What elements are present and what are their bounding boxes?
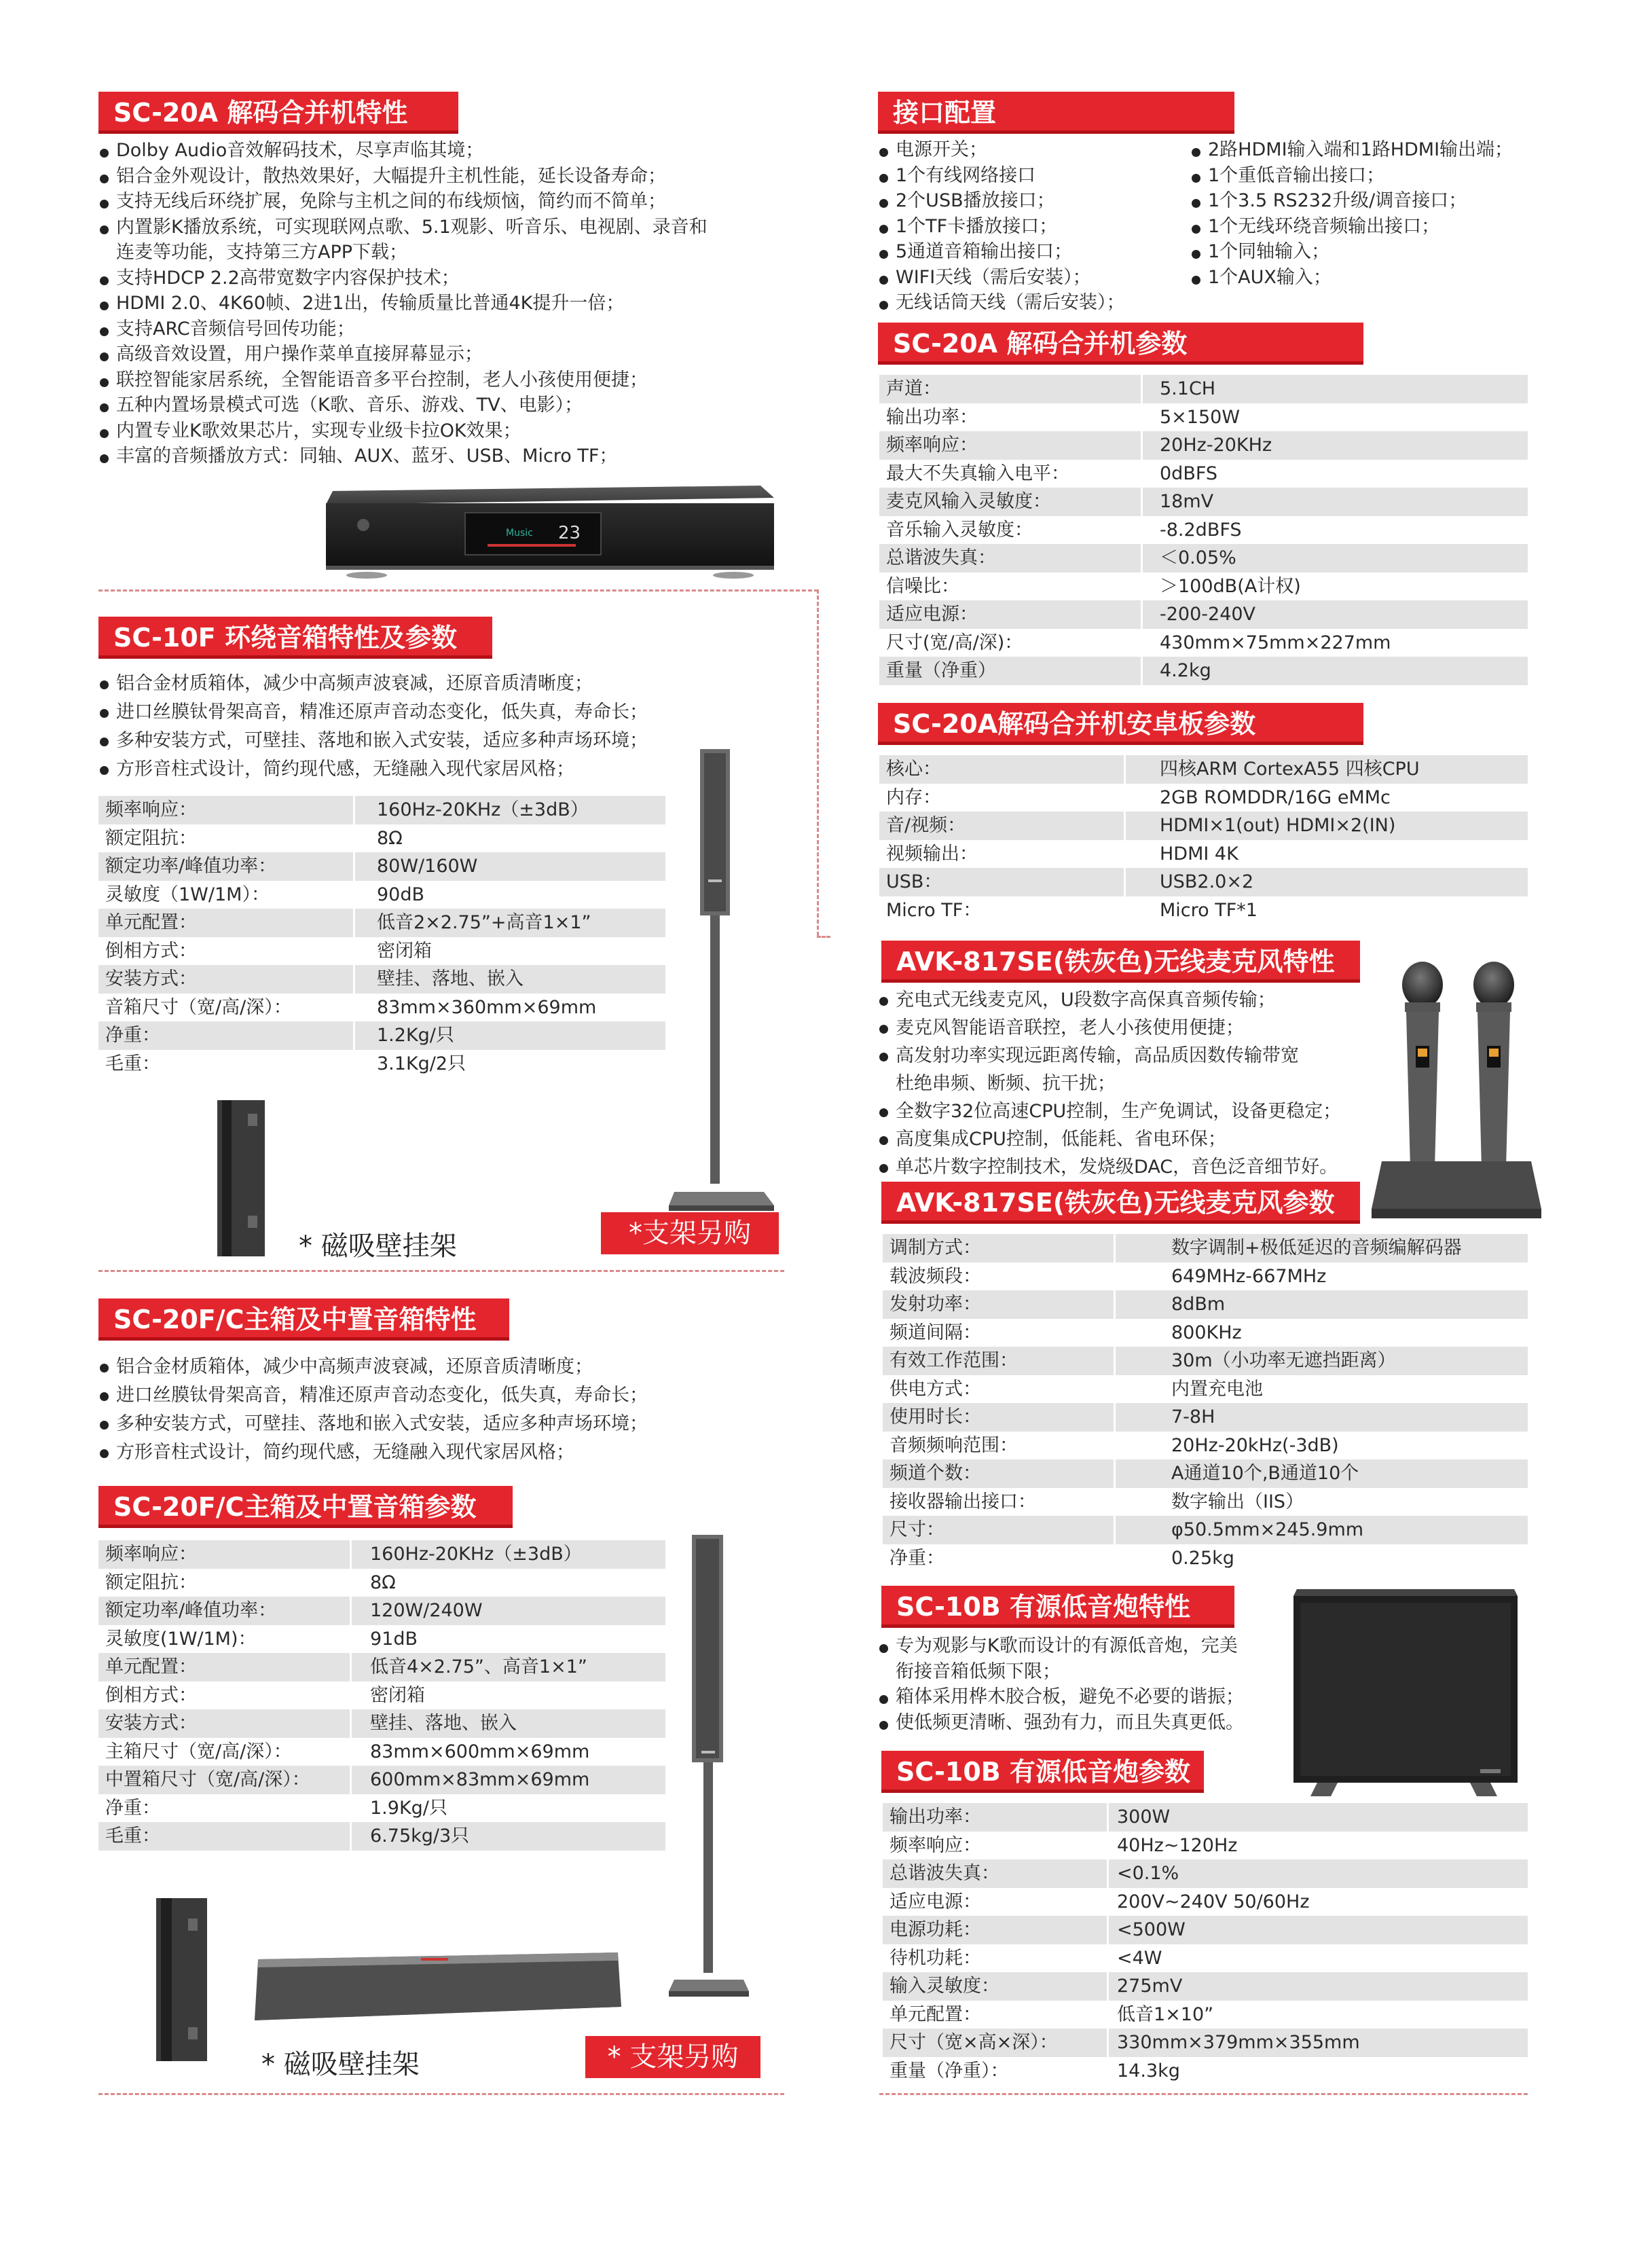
table-row: 安装方式： 壁挂、落地、嵌入 bbox=[98, 965, 665, 994]
sc20a-features-header: SC-20A 解码合并机特性 bbox=[98, 92, 458, 134]
table-row: 总谐波失真： ＜0.05% bbox=[879, 544, 1528, 572]
table-row: 额定功率/峰值功率： 120W/240W bbox=[98, 1597, 665, 1625]
table-row: USB： USB2.0×2 bbox=[879, 868, 1528, 896]
sc20fc-features-header: SC-20F/C主箱及中置音箱特性 bbox=[98, 1298, 509, 1341]
sc10f-wall-bracket-image bbox=[214, 1100, 268, 1256]
list-item: 支持无线后环绕扩展，免除与主机之间的布线烦恼，简约而不简单； bbox=[98, 189, 708, 215]
table-row: 发射功率： 8dBm bbox=[883, 1290, 1528, 1319]
list-item: 高级音效设置，用户操作菜单直接屏幕显示； bbox=[98, 342, 708, 367]
table-row: 视频输出： HDMI 4K bbox=[886, 843, 1238, 865]
sc20a-android-header: SC-20A解码合并机安卓板参数 bbox=[878, 703, 1363, 745]
display-text: Music bbox=[506, 528, 533, 539]
table-row: 灵敏度（1W/1M）： 90dB bbox=[105, 884, 425, 905]
table-row: 接收器输出接口： 数字输出（IIS） bbox=[889, 1491, 1304, 1512]
table-row: 单元配置： 低音4×2.75”、高音1×1” bbox=[98, 1653, 665, 1682]
table-row: 输入灵敏度： 275mV bbox=[883, 1972, 1528, 2001]
list-item: 进口丝膜钛骨架高音，精准还原声音动态变化，低失真，寿命长； bbox=[98, 698, 648, 727]
list-item: 衔接音箱低频下限； bbox=[896, 1660, 1061, 1682]
table-row: 净重： 1.2Kg/只 bbox=[98, 1021, 665, 1050]
avk-features-list bbox=[878, 986, 1341, 1181]
table-row: 单元配置： 低音1×10” bbox=[889, 2003, 1214, 2025]
list-item: 方形音柱式设计，简约现代感，无缝融入现代家居风格； bbox=[98, 755, 648, 784]
table-row: 尺寸（宽×高×深）： 330mm×379mm×355mm bbox=[883, 2029, 1528, 2057]
sc20fc-bracket-caption: * 磁吸壁挂架 bbox=[261, 2049, 420, 2080]
table-row: 安装方式： 壁挂、落地、嵌入 bbox=[98, 1709, 665, 1738]
section-divider bbox=[98, 2093, 784, 2095]
sc20a-spec-table bbox=[879, 375, 1528, 685]
table-row: 频率响应： 160Hz-20KHz（±3dB） bbox=[98, 796, 665, 824]
amplifier-image bbox=[319, 479, 781, 581]
table-row: 有效工作范围： 30m（小功率无遮挡距离） bbox=[883, 1347, 1528, 1375]
list-item: 5通道音箱输出接口； bbox=[878, 239, 1125, 265]
list-item: 铝合金外观设计，散热效果好，大幅提升主机性能，延长设备寿命； bbox=[98, 164, 708, 189]
list-item: 高发射功率实现远距离传输，高品质因数传输带宽 bbox=[878, 1042, 1341, 1070]
table-row: 额定阻抗： 8Ω bbox=[105, 1571, 396, 1593]
list-item: WIFI天线（需后安装）； bbox=[878, 265, 1125, 291]
section-divider bbox=[98, 589, 818, 592]
list-item: 1个有线网络接口 bbox=[878, 163, 1125, 189]
table-row: 频道间隔： 800KHz bbox=[889, 1322, 1242, 1343]
table-row: 适应电源： -200-240V bbox=[879, 600, 1528, 629]
sc20fc-features-list bbox=[98, 1353, 648, 1467]
table-row: 载波频段： 649MHz-667MHz bbox=[889, 1265, 1327, 1287]
list-item: 铝合金材质箱体，减少中高频声波衰减，还原音质清晰度； bbox=[98, 670, 648, 698]
table-row: 重量（净重）： 14.3kg bbox=[889, 2060, 1180, 2082]
section-divider bbox=[98, 1270, 784, 1272]
list-item: 专为观影与K歌而设计的有源低音炮，完美 bbox=[878, 1633, 1244, 1659]
table-row: 尺寸： φ50.5mm×245.9mm bbox=[883, 1516, 1528, 1544]
table-row: 倒相方式： 密闭箱 bbox=[105, 1684, 425, 1706]
sc10b-features-header: SC-10B 有源低音炮特性 bbox=[881, 1586, 1234, 1628]
table-row: 重量（净重） 4.2kg bbox=[879, 657, 1528, 685]
list-item: 多种安装方式，可壁挂、落地和嵌入式安装，适应多种声场环境； bbox=[98, 1410, 648, 1438]
table-row: 频率响应： 160Hz-20KHz（±3dB） bbox=[98, 1540, 665, 1569]
list-item: 内置专业K歌效果芯片，实现专业级卡拉OK效果； bbox=[98, 418, 708, 444]
list-item: 方形音柱式设计，简约现代感，无缝融入现代家居风格； bbox=[98, 1438, 648, 1467]
sc10b-features-list bbox=[878, 1633, 1244, 1735]
list-item: HDMI 2.0、4K60帧、2进1出，传输质量比普通4K提升一倍； bbox=[98, 291, 708, 316]
center-speaker-image bbox=[251, 1946, 625, 2027]
list-item: 1个TF卡播放接口； bbox=[878, 214, 1125, 240]
list-item: 杜绝串频、断频、抗干扰； bbox=[896, 1073, 1116, 1094]
table-row: 供电方式： 内置充电池 bbox=[889, 1378, 1263, 1400]
list-item: 全数字32位高速CPU控制，生产免调试，设备更稳定； bbox=[878, 1097, 1341, 1125]
table-row: 信噪比： ＞100dB(A计权) bbox=[886, 575, 1301, 597]
table-row: 净重： 1.9Kg/只 bbox=[105, 1797, 447, 1819]
table-row: 电源功耗： <500W bbox=[883, 1916, 1528, 1944]
table-row: 音频频响范围： 20Hz-20kHz(-3dB) bbox=[889, 1434, 1339, 1456]
interfaces-header: 接口配置 bbox=[878, 92, 1234, 134]
table-row: 频道个数： A通道10个,B通道10个 bbox=[883, 1459, 1528, 1488]
sc10b-params-header: SC-10B 有源低音炮参数 bbox=[881, 1751, 1204, 1793]
sc10f-features-list bbox=[98, 670, 648, 784]
table-row: 待机功耗： <4W bbox=[889, 1947, 1162, 1969]
list-item: 单芯片数字控制技术，发烧级DAC，音色泛音细节好。 bbox=[878, 1153, 1341, 1181]
table-row: 毛重： 6.75kg/3只 bbox=[98, 1822, 665, 1851]
list-item: 连麦等功能，支持第三方APP下载； bbox=[116, 242, 408, 263]
table-row: 音箱尺寸（宽/高/深）： 83mm×360mm×69mm bbox=[105, 996, 597, 1018]
list-item: 联控智能家居系统，全智能语音多平台控制，老人小孩使用便捷； bbox=[98, 367, 708, 393]
list-item: Dolby Audio音效解码技术，尽享声临其境； bbox=[98, 138, 708, 164]
sc20fc-wall-bracket-image bbox=[153, 1898, 210, 2061]
sc20fc-speaker-stand-image bbox=[669, 1535, 750, 2003]
avk-params-header: AVK-817SE(铁灰色)无线麦克风参数 bbox=[881, 1182, 1360, 1224]
list-item: 充电式无线麦克风，U段数字高保真音频传输； bbox=[878, 986, 1341, 1014]
list-item: 1个3.5 RS232升级/调音接口； bbox=[1190, 188, 1513, 214]
sc20a-features-list bbox=[98, 138, 708, 469]
list-item: 1个AUX输入； bbox=[1190, 265, 1513, 291]
interfaces-left-list bbox=[878, 137, 1125, 316]
table-row: 音/视频： HDMI×1(out) HDMI×2(IN) bbox=[879, 812, 1528, 840]
table-row: 额定功率/峰值功率： 80W/160W bbox=[98, 852, 665, 881]
list-item: 五种内置场景模式可选（K歌、音乐、游戏、TV、电影）； bbox=[98, 393, 708, 418]
sc10f-spec-table bbox=[98, 796, 665, 1078]
list-item: 高度集成CPU控制，低能耗、省电环保； bbox=[878, 1125, 1341, 1153]
list-item: 多种安装方式，可壁挂、落地和嵌入式安装，适应多种声场环境； bbox=[98, 727, 648, 755]
table-row: 尺寸(宽/高/深)： 430mm×75mm×227mm bbox=[886, 632, 1391, 653]
section-divider bbox=[817, 936, 830, 938]
list-item: 2个USB播放接口； bbox=[878, 188, 1125, 214]
avk-spec-table bbox=[883, 1234, 1528, 1572]
sc10f-speaker-stand-image bbox=[669, 744, 784, 1216]
table-row: 调制方式： 数字调制+极低延迟的音频编解码器 bbox=[883, 1234, 1528, 1262]
list-item: 箱体采用桦木胶合板，避免不必要的谐振； bbox=[878, 1684, 1244, 1710]
sc20fc-spec-table bbox=[98, 1540, 665, 1851]
table-row: 频率响应： 40Hz~120Hz bbox=[889, 1834, 1238, 1856]
list-item: 1个同轴输入； bbox=[1190, 239, 1513, 265]
list-item: 1个无线环绕音频输出接口； bbox=[1190, 214, 1513, 240]
sc10f-bracket-caption: * 磁吸壁挂架 bbox=[299, 1231, 457, 1262]
table-row: 单元配置： 低音2×2.75”+高音1×1” bbox=[98, 909, 665, 937]
microphones-image bbox=[1368, 958, 1545, 1229]
table-row: 麦克风输入灵敏度： 18mV bbox=[879, 488, 1528, 516]
table-row: 核心： 四核ARM CortexA55 四核CPU bbox=[879, 755, 1528, 784]
sc10b-spec-table bbox=[883, 1803, 1528, 2085]
list-item: 麦克风智能语音联控，老人小孩使用便捷； bbox=[878, 1014, 1341, 1042]
table-row: 总谐波失真： <0.1% bbox=[883, 1859, 1528, 1888]
avk-features-header: AVK-817SE(铁灰色)无线麦克风特性 bbox=[881, 941, 1360, 983]
sc20fc-stand-tag: * 支架另购 bbox=[585, 2036, 760, 2078]
list-item: 使低频更清晰、强劲有力，而且失真更低。 bbox=[878, 1710, 1244, 1736]
table-row: 声道： 5.1CH bbox=[879, 375, 1528, 403]
list-item: 进口丝膜钛骨架高音，精准还原声音动态变化，低失真，寿命长； bbox=[98, 1381, 648, 1410]
list-item: 1个重低音输出接口； bbox=[1190, 163, 1513, 189]
table-row: 额定阻抗： 8Ω bbox=[105, 827, 403, 849]
table-row: 音乐输入灵敏度： -8.2dBFS bbox=[886, 519, 1242, 541]
table-row: 灵敏度(1W/1M)： 91dB bbox=[105, 1628, 418, 1650]
sc20fc-params-header: SC-20F/C主箱及中置音箱参数 bbox=[98, 1486, 513, 1528]
table-row: 最大不失真输入电平： 0dBFS bbox=[886, 462, 1218, 484]
list-item: 支持ARC音频信号回传功能； bbox=[98, 316, 708, 342]
sc20a-android-table bbox=[879, 755, 1528, 924]
table-row: Micro TF： Micro TF*1 bbox=[886, 899, 1258, 921]
table-row: 适应电源： 200V~240V 50/60Hz bbox=[889, 1891, 1310, 1912]
section-divider bbox=[879, 2093, 1528, 2095]
table-row: 净重： 0.25kg bbox=[889, 1547, 1234, 1569]
list-item: 无线话筒天线（需后安装）； bbox=[878, 290, 1125, 316]
interfaces-right-list bbox=[1190, 137, 1513, 290]
table-row: 频率响应： 20Hz-20KHz bbox=[879, 431, 1528, 460]
table-row: 内存： 2GB ROMDDR/16G eMMc bbox=[886, 786, 1391, 808]
table-row: 倒相方式： 密闭箱 bbox=[105, 940, 432, 962]
sc20a-params-header: SC-20A 解码合并机参数 bbox=[878, 323, 1363, 365]
table-row: 主箱尺寸（宽/高/深）： 83mm×600mm×69mm bbox=[105, 1741, 590, 1762]
display-number: 23 bbox=[558, 523, 581, 543]
table-row: 输出功率： 5×150W bbox=[886, 406, 1241, 428]
subwoofer-image bbox=[1283, 1582, 1524, 1806]
section-divider-vertical bbox=[817, 589, 819, 936]
table-row: 毛重： 3.1Kg/2只 bbox=[105, 1053, 466, 1074]
table-row: 使用时长： 7-8H bbox=[883, 1403, 1528, 1432]
sc10f-stand-tag: *支架另购 bbox=[601, 1212, 779, 1254]
sc10f-header: SC-10F 环绕音箱特性及参数 bbox=[98, 617, 492, 659]
list-item: 丰富的音频播放方式：同轴、AUX、蓝牙、USB、Micro TF； bbox=[98, 443, 708, 469]
list-item: 铝合金材质箱体，减少中高频声波衰减，还原音质清晰度； bbox=[98, 1353, 648, 1381]
list-item: 内置影K播放系统，可实现联网点歌、5.1观影、听音乐、电视剧、录音和 bbox=[98, 215, 708, 240]
list-item: 2路HDMI输入端和1路HDMI输出端； bbox=[1190, 137, 1513, 163]
table-row: 中置箱尺寸（宽/高/深）： 600mm×83mm×69mm bbox=[98, 1766, 665, 1794]
list-item: 支持HDCP 2.2高带宽数字内容保护技术； bbox=[98, 266, 708, 291]
list-item: 电源开关； bbox=[878, 137, 1125, 163]
table-row: 输出功率： 300W bbox=[883, 1803, 1528, 1832]
